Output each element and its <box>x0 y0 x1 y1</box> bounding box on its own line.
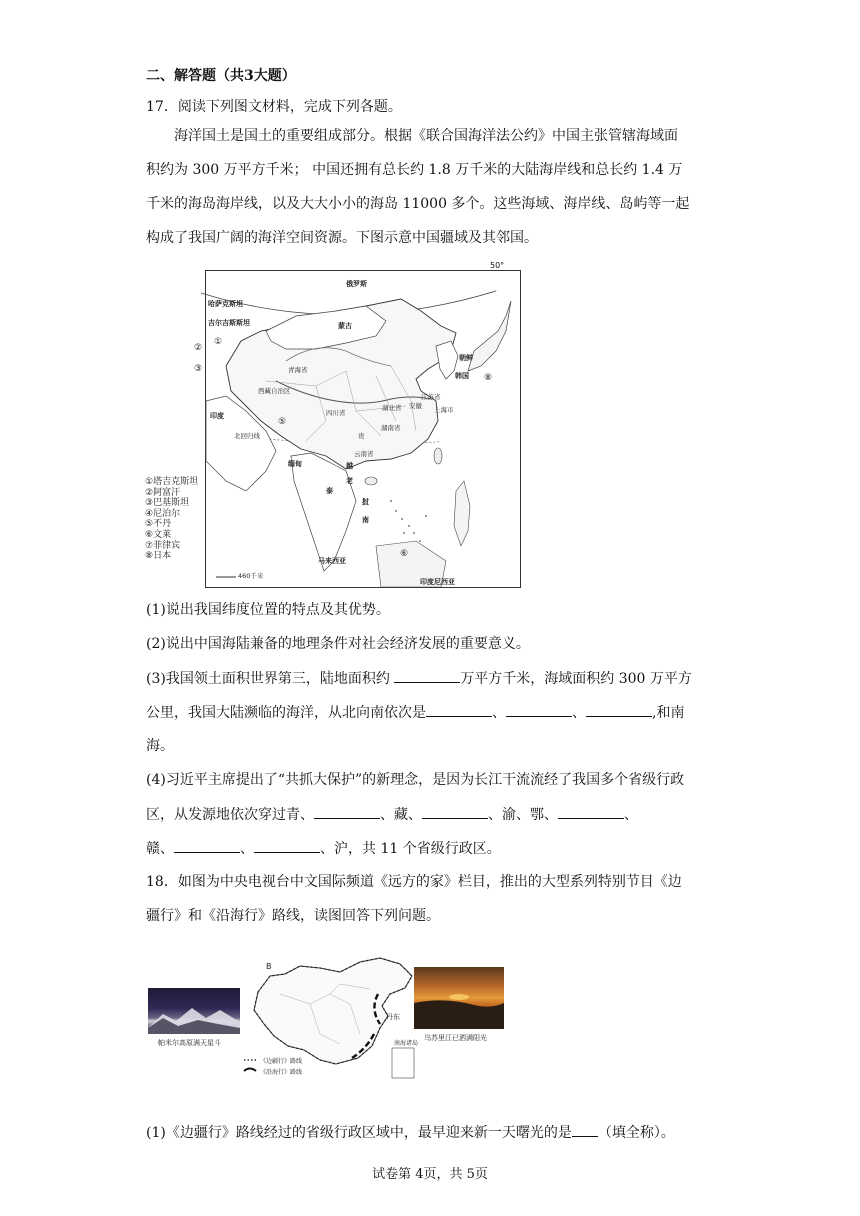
q18-sub1 <box>146 1122 722 1143</box>
q18-line2: 疆行》和《沿海行》路线，读图回答下列问题。 <box>146 908 440 924</box>
marker-3: ③ <box>194 364 203 374</box>
wusuli-caption: 乌苏里江已洒满阳光 <box>424 1034 487 1042</box>
section-title: 二、解答题（共3大题） <box>146 68 296 84</box>
label-myanmar: 缅甸 <box>288 460 302 468</box>
sub3-text-b: 万平方千米，海域面积约 300 万平方 <box>460 671 692 687</box>
map-latitude-label: 50° <box>490 261 505 270</box>
route-map <box>240 954 420 1080</box>
q17-para-line-2: 积约为 300 万平方千米； 中国还拥有总长约 1.8 万千米的大陆海岸线和总长约 1.4 万 <box>146 162 683 178</box>
label-indonesia: 印度尼西亚 <box>420 578 455 586</box>
route-label-dandong: 丹东 <box>386 1013 400 1021</box>
taiwan-outline <box>434 448 442 464</box>
route-legend-coast: 《沿海行》路线 <box>260 1069 303 1076</box>
q18-line1: 18．如图为中央电视台中文国际频道《远方的家》栏目，推出的大型系列特别节目《边 <box>146 874 682 890</box>
scs-islands <box>390 500 427 542</box>
wusuli-photo <box>414 967 504 1029</box>
q17-para-line-1: 海洋国土是国土的重要组成部分。根据《联合国海洋法公约》中国主张管辖海域面 <box>174 128 678 144</box>
q17-sub3-line1 <box>146 668 722 689</box>
answer-blank[interactable] <box>314 804 380 819</box>
q17-sub3-line2 <box>146 702 722 723</box>
label-laos: 老 <box>346 477 353 485</box>
legend-item: ③巴基斯坦 <box>145 498 190 509</box>
q17-sub4-line2 <box>146 804 722 825</box>
sub4-text: 、沪，共 11 个省级行政区。 <box>320 841 501 857</box>
label-malaysia: 马来西亚 <box>318 557 346 565</box>
hainan-outline <box>365 477 377 485</box>
label-kyrgyzstan: 吉尔吉斯斯坦 <box>208 319 250 327</box>
label-tropic: 北回归线 <box>234 432 260 440</box>
nanhai-inset <box>392 1048 414 1078</box>
label-gui: 贵 <box>358 432 365 440</box>
sub3-sep: 、 <box>572 705 586 721</box>
label-cambodia: 挝 <box>362 498 369 506</box>
label-nan: 南 <box>362 516 369 524</box>
label-thailand: 泰 <box>326 487 333 495</box>
q17-sub4-line1: (4)习近平主席提出了“共抓大保护”的新理念，是因为长江干流流经了我国多个省级行政 <box>146 772 685 788</box>
marker-6: ⑥ <box>400 549 409 559</box>
sub4-text: 、渝、鄂、 <box>488 807 558 823</box>
label-russia: 俄罗斯 <box>346 280 367 288</box>
china-territory-map <box>194 270 521 588</box>
q18-sub1-text: (1)《边疆行》路线经过的省级行政区域中，最早迎来新一天曙光的是 <box>146 1125 572 1141</box>
route-label-b: B <box>266 962 272 971</box>
label-tibet: 西藏自治区 <box>258 387 291 395</box>
marker-8: ⑧ <box>484 373 493 383</box>
label-anhui: 安徽 <box>409 402 422 410</box>
label-mongolia: 蒙古 <box>338 322 352 330</box>
label-north-korea: 朝鲜 <box>459 354 473 362</box>
label-shanghai: 上海市 <box>434 406 454 414</box>
river-silhouette <box>414 967 504 1029</box>
sub4-text: 、 <box>240 841 254 857</box>
legend-item: ④尼泊尔 <box>145 508 181 519</box>
pamir-photo <box>148 988 240 1034</box>
label-hunan: 湖南省 <box>381 424 401 432</box>
q18-sub1-text-end: （填全称）。 <box>597 1125 675 1141</box>
route-label-nanhai: 南海诸岛 <box>394 1040 419 1047</box>
label-jiangsu: 江苏省 <box>421 393 441 401</box>
answer-blank[interactable] <box>174 838 240 853</box>
map-legend <box>145 477 198 562</box>
answer-blank[interactable] <box>426 702 492 717</box>
q17-sub2: (2)说出中国海陆兼备的地理条件对社会经济发展的重要意义。 <box>146 636 530 652</box>
page-footer: 试卷第 4页，共 5页 <box>372 1167 488 1182</box>
answer-blank[interactable] <box>506 702 572 717</box>
route-legend-border: 《边疆行》路线 <box>260 1058 303 1065</box>
sub4-text: 、藏、 <box>380 807 422 823</box>
label-india: 印度 <box>210 412 224 420</box>
sub3-sep: 、 <box>492 705 506 721</box>
legend-item: ⑥文莱 <box>145 529 172 540</box>
answer-blank[interactable] <box>254 838 320 853</box>
china-map-drawing <box>206 271 520 587</box>
q17-sub1: (1)说出我国纬度位置的特点及其优势。 <box>146 602 390 618</box>
china-border <box>254 958 412 1064</box>
q17-sub3-line3: 海。 <box>146 738 174 754</box>
label-scale: 460千米 <box>238 572 264 580</box>
label-hubei: 湖北省 <box>382 404 402 412</box>
label-vietnam: 越 <box>346 462 353 470</box>
q17-para-line-3: 千米的海岛海岸线，以及大大小小的海岛 11000 多个。这些海域、海岸线、岛屿等一起 <box>146 196 690 212</box>
label-kazakhstan: 哈萨克斯坦 <box>208 300 243 308</box>
answer-blank[interactable] <box>586 702 652 717</box>
pamir-caption: 帕米尔高原满天星斗 <box>158 1039 221 1047</box>
sub4-text: 赣、 <box>146 841 174 857</box>
legend-item: ⑦菲律宾 <box>145 540 181 551</box>
sub3-text-d: ,和南 <box>652 705 685 721</box>
mountain-silhouette <box>148 988 240 1034</box>
q17-para-line-4: 构成了我国广阔的海洋空间资源。下图示意中国疆域及其邻国。 <box>146 230 538 246</box>
legend-item: ②阿富汗 <box>145 487 181 498</box>
q17-sub4-line3 <box>146 838 722 859</box>
legend-item: ⑧日本 <box>145 551 172 562</box>
sub4-text: 区，从发源地依次穿过青、 <box>146 807 314 823</box>
label-south-korea: 韩国 <box>455 372 469 380</box>
sub3-text-a: (3)我国领土面积世界第三，陆地面积约 <box>146 671 395 687</box>
label-sichuan: 四川省 <box>326 409 346 417</box>
legend-item: ①塔吉克斯坦 <box>145 477 199 487</box>
answer-blank[interactable] <box>572 1122 598 1137</box>
answer-blank[interactable] <box>422 804 488 819</box>
answer-blank[interactable] <box>394 668 460 683</box>
marker-2: ② <box>194 343 203 353</box>
sub4-text: 、 <box>624 807 638 823</box>
marker-1: ① <box>214 337 223 347</box>
label-qinghai: 青海省 <box>288 366 308 374</box>
legend-item: ⑤不丹 <box>145 519 172 530</box>
answer-blank[interactable] <box>558 804 624 819</box>
sub3-text-c: 公里，我国大陆濒临的海洋，从北向南依次是 <box>146 705 426 721</box>
marker-5: ⑤ <box>278 417 287 427</box>
label-yunnan: 云南省 <box>354 450 374 458</box>
q17-title: 17．阅读下列图文材料，完成下列各题。 <box>146 99 402 115</box>
